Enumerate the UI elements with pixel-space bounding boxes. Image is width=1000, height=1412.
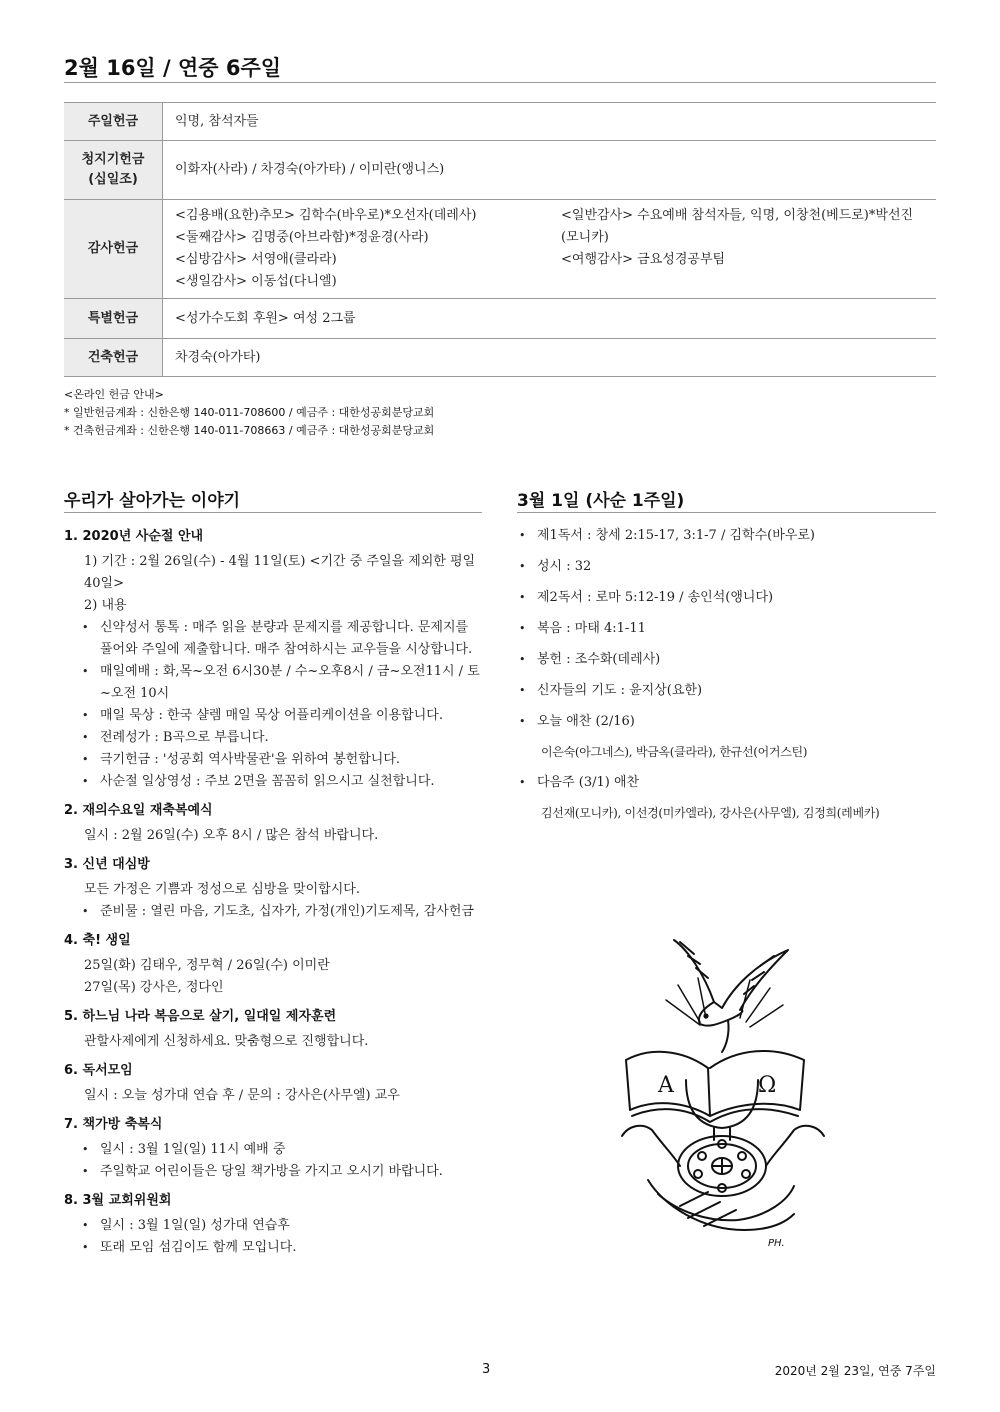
omega-letter: Ω — [758, 1073, 777, 1098]
story-item — [64, 1061, 484, 1107]
online-guide-line: * 일반헌금계좌 : 신한은행 140-011-708600 / 예금주 : 대한성공회분당교회 — [64, 406, 435, 419]
stories-rule — [64, 512, 482, 513]
paten-icon — [678, 1136, 766, 1196]
story-item — [64, 801, 484, 847]
list-item: • 극기헌금 : '성공회 역사박물관'을 위하여 봉헌합니다. — [100, 749, 484, 771]
page-number: 3 — [482, 1362, 491, 1377]
thanks-columns — [175, 205, 924, 293]
story-bullets — [64, 617, 484, 793]
footer-date: 2020년 2월 23일, 연중 7주일 — [774, 1364, 936, 1378]
next-sunday-rule — [517, 512, 936, 513]
story-heading: 3. 신년 대심방 — [64, 857, 150, 872]
offering-label-line: (십일조) — [88, 172, 138, 187]
story-bullets — [64, 901, 484, 923]
story-heading: 8. 3월 교회위원회 — [64, 1193, 172, 1208]
offering-value: 이화자(사라) / 차경숙(아가타) / 이미란(앵니스) — [163, 141, 937, 200]
online-guide-title: <온라인 헌금 안내> — [64, 388, 164, 401]
offering-label: 주일헌금 — [64, 103, 163, 141]
offering-row-special — [64, 299, 936, 339]
story-text: 1) 기간 : 2월 26일(수) - 4월 11일(토) <기간 중 주일을 제외한 평일 40일> — [84, 554, 476, 591]
story-heading: 6. 독서모임 — [64, 1063, 133, 1078]
dove-icon — [674, 940, 788, 1052]
offering-value: 차경숙(아가타) — [163, 339, 937, 377]
story-item — [64, 855, 484, 923]
story-text: 2) 내용 — [84, 598, 127, 613]
story-text: 일시 : 오늘 성가대 연습 후 / 문의 : 강사은(사무엘) 교우 — [84, 1088, 400, 1103]
story-text: 모든 가정은 기쁨과 정성으로 심방을 맞이합시다. — [84, 882, 360, 897]
thanks-entry: (모니카) — [561, 230, 609, 245]
offering-label-line: 청지기헌금 — [81, 152, 145, 167]
story-heading: 4. 축! 생일 — [64, 933, 131, 948]
list-item: • 준비물 : 열린 마음, 기도초, 십자가, 가정(개인)기도제목, 감사헌금 — [100, 901, 484, 923]
list-item: • 또래 모임 섬김이도 함께 모입니다. — [100, 1237, 484, 1259]
list-item — [517, 712, 937, 762]
list-item: • 제2독서 : 로마 5:12-19 / 송인석(앵니다) — [517, 588, 937, 608]
emblem-signature: PH. — [768, 1238, 785, 1249]
list-item: • 신약성서 통톡 : 매주 읽을 분량과 문제지를 제공합니다. 문제지를 풀어와 주일에 제출합니다. 매주 참여하시는 교우들을 시상합니다. — [100, 617, 484, 661]
praise-names: 김선재(모니카), 이선경(미카엘라), 강사은(사무엘), 김정희(레베카) — [541, 806, 880, 820]
offering-value — [163, 200, 937, 299]
offering-label — [64, 141, 163, 200]
story-bullets — [64, 1139, 484, 1183]
list-item: • 일시 : 3월 1일(일) 성가대 연습후 — [100, 1215, 484, 1237]
list-item: • 주일학교 어린이들은 당일 책가방을 가지고 오시기 바랍니다. — [100, 1161, 484, 1183]
list-item: • 신자들의 기도 : 윤지상(요한) — [517, 681, 937, 701]
praise-names: 이은숙(아그네스), 박금옥(클라라), 한규선(어거스틴) — [541, 745, 808, 759]
open-book-icon — [626, 1051, 804, 1122]
stories-title: 우리가 살아가는 이야기 — [64, 491, 241, 511]
story-item — [64, 1115, 484, 1183]
story-heading: 2. 재의수요일 재축복예식 — [64, 803, 213, 818]
thanks-left-column — [175, 205, 561, 293]
list-item: • 전례성가 : B곡으로 부릅니다. — [100, 727, 484, 749]
list-item: • 복음 : 마태 4:1-11 — [517, 619, 937, 639]
title-rule — [64, 82, 936, 83]
liturgy-list — [517, 526, 937, 823]
praise-heading: 오늘 애찬 (2/16) — [537, 714, 635, 729]
dove-bible-emblem — [618, 930, 828, 1250]
thanks-entry: <여행감사> 금요성경공부팀 — [561, 252, 726, 267]
offering-table — [64, 102, 936, 377]
offering-label: 특별헌금 — [64, 299, 163, 339]
story-text: 일시 : 2월 26일(수) 오후 8시 / 많은 참석 바랍니다. — [84, 828, 379, 843]
offering-value: <성가수도회 후원> 여성 2그룹 — [163, 299, 937, 339]
online-offering-guide — [64, 386, 434, 440]
offering-label: 건축헌금 — [64, 339, 163, 377]
thanks-right-column — [561, 205, 924, 293]
offering-row-thanks — [64, 200, 936, 299]
story-item — [64, 527, 484, 793]
thanks-entry: <둘째감사> 김명중(아브라함)*정윤경(사라) — [175, 230, 429, 245]
next-sunday-column — [517, 526, 937, 834]
stories-column — [64, 527, 484, 1267]
story-heading: 1. 2020년 사순절 안내 — [64, 529, 204, 544]
next-sunday-title: 3월 1일 (사순 1주일) — [517, 491, 685, 511]
story-heading: 5. 하느님 나라 복음으로 살기, 일대일 제자훈련 — [64, 1009, 337, 1024]
page-title: 2월 16일 / 연중 6주일 — [64, 56, 282, 80]
list-item: • 사순절 일상영성 : 주보 2면을 꼼꼼히 읽으시고 실천합니다. — [100, 771, 484, 793]
thanks-entry: <심방감사> 서영애(클라라) — [175, 252, 337, 267]
list-item: • 일시 : 3월 1일(일) 11시 예배 중 — [100, 1139, 484, 1161]
story-text: 25일(화) 김태우, 정무혁 / 26일(수) 이미란 — [84, 958, 330, 973]
list-item: • 봉헌 : 조수화(데레사) — [517, 650, 937, 670]
list-item: • 제1독서 : 창세 2:15-17, 3:1-7 / 김학수(바우로) — [517, 526, 937, 546]
online-guide-line: * 건축헌금계좌 : 신한은행 140-011-708663 / 예금주 : 대한성공회분당교회 — [64, 424, 435, 437]
thanks-entry: <생일감사> 이동섭(다니엘) — [175, 274, 337, 289]
list-item — [517, 773, 937, 823]
offering-row-tithe — [64, 141, 936, 200]
list-item: • 성시 : 32 — [517, 557, 937, 577]
offering-row-building — [64, 339, 936, 377]
story-item — [64, 1191, 484, 1259]
list-item: • 매일예배 : 화,목~오전 6시30분 / 수~오후8시 / 금~오전11시 / 토~오전 10시 — [100, 661, 484, 705]
offering-row-sunday — [64, 103, 936, 141]
story-item — [64, 931, 484, 999]
story-text: 관할사제에게 신청하세요. 맞춤형으로 진행합니다. — [84, 1034, 369, 1049]
story-bullets — [64, 1215, 484, 1259]
story-heading: 7. 책가방 축복식 — [64, 1117, 163, 1132]
story-text: 27일(목) 강사은, 정다인 — [84, 980, 224, 995]
hands-icon — [622, 1126, 824, 1230]
list-item: • 매일 묵상 : 한국 샬렘 매일 묵상 어플리케이션을 이용합니다. — [100, 705, 484, 727]
thanks-entry: <김용배(요한)추모> 김학수(바우로)*오선자(데레사) — [175, 208, 477, 223]
story-item — [64, 1007, 484, 1053]
offering-value: 익명, 참석자들 — [163, 103, 937, 141]
thanks-entry: <일반감사> 수요예배 참석자들, 익명, 이창천(베드로)*박선진 — [561, 208, 914, 223]
praise-heading: 다음주 (3/1) 애찬 — [537, 775, 640, 790]
alpha-letter: A — [658, 1073, 674, 1098]
offering-label: 감사헌금 — [64, 200, 163, 299]
